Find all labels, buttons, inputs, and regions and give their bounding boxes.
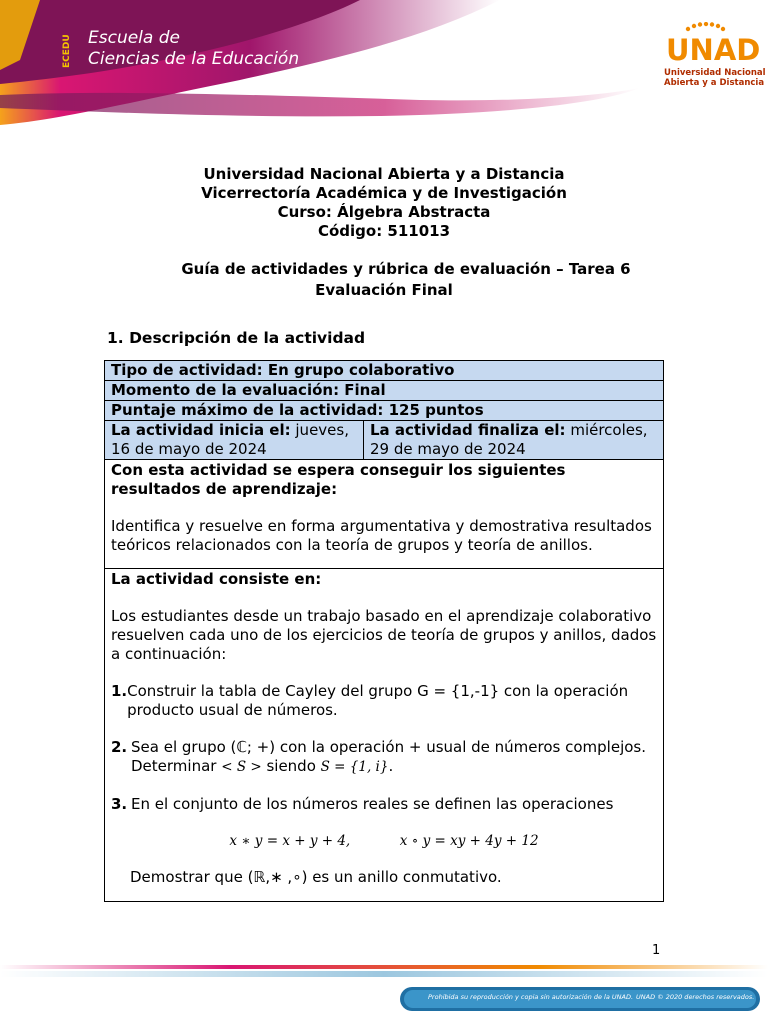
max-score: Puntaje máximo de la actividad: 125 puntos bbox=[105, 401, 664, 421]
demonstrate-statement: Demostrar que (ℝ,∗ ,∘) es un anillo conmutativo. bbox=[130, 868, 502, 886]
evaluation-moment: Momento de la evaluación: Final bbox=[105, 381, 664, 401]
school-name-line2: Ciencias de la Educación bbox=[88, 49, 300, 69]
exercise-2-text-d: . bbox=[388, 757, 394, 775]
school-name-line1: Escuela de bbox=[88, 28, 180, 48]
learning-outcomes-heading: Con esta actividad se espera conseguir los siguientes resultados de aprendizaje: bbox=[111, 461, 566, 498]
learning-outcomes-cell bbox=[105, 460, 664, 569]
activity-intro: Los estudiantes desde un trabajo basado en el aprendizaje colaborativo resuelven cada uno de los ejercicios de teoría de grupos y anillos, dados a continuación: bbox=[111, 607, 657, 663]
university-name: Universidad Nacional Abierta y a Distancia bbox=[203, 165, 565, 183]
exercise-2-math-set: S = {1, i} bbox=[320, 759, 389, 775]
exercise-3-number: 3. bbox=[111, 795, 128, 813]
activity-description-cell bbox=[105, 569, 664, 902]
course-name: Curso: Álgebra Abstracta bbox=[277, 203, 491, 221]
start-date-label: La actividad inicia el: bbox=[111, 421, 291, 439]
header-swoosh-graphic bbox=[0, 0, 768, 140]
exercise-2-math-s: < S > bbox=[221, 759, 262, 775]
footer-rights: UNAD © 2020 derechos reservados. bbox=[636, 993, 755, 1001]
learning-outcomes-text: Identifica y resuelve en forma argumentativa y demostrativa resultados teóricos relacionados con la teoría de grupos y teoría de anillos. bbox=[111, 517, 652, 554]
exercise-3-text: En el conjunto de los números reales se definen las operaciones bbox=[131, 795, 614, 813]
course-code: Código: 511013 bbox=[317, 222, 451, 240]
guide-title: Guía de actividades y rúbrica de evaluación – Tarea 6 bbox=[181, 260, 631, 278]
start-date-weekday: jueves, bbox=[290, 421, 349, 439]
school-name bbox=[88, 28, 299, 70]
page-number: 1 bbox=[652, 943, 661, 958]
section-heading: 1. Descripción de la actividad bbox=[107, 329, 366, 347]
exercise-1 bbox=[111, 682, 657, 720]
footer-notice: Prohibida su reproducción y copia sin autorización de la UNAD. bbox=[428, 993, 634, 1001]
end-date-label: La actividad finaliza el: bbox=[370, 421, 566, 439]
end-date-weekday: miércoles, bbox=[565, 421, 648, 439]
activity-table bbox=[104, 360, 664, 902]
end-date-cell bbox=[364, 421, 664, 460]
end-date-value: 29 de mayo de 2024 bbox=[370, 440, 526, 458]
exercise-2-text-c: siendo bbox=[261, 757, 321, 775]
exercise-2-text-b: Determinar bbox=[131, 757, 222, 775]
ecedu-mark: ECEDU bbox=[62, 34, 72, 68]
start-date-cell bbox=[105, 421, 364, 460]
logo-line2: Abierta y a Distancia bbox=[664, 78, 765, 88]
exercise-3 bbox=[111, 795, 657, 814]
exercise-2-number: 2. bbox=[111, 738, 128, 756]
activity-consists-heading: La actividad consiste en: bbox=[111, 570, 322, 588]
exercise-1-text: Construir la tabla de Cayley del grupo G = {1,-1} con la operación producto usual de números. bbox=[127, 682, 629, 719]
guide-subtitle: Evaluación Final bbox=[315, 281, 453, 299]
header-banner bbox=[0, 0, 768, 140]
activity-type: Tipo de actividad: En grupo colaborativo bbox=[105, 361, 664, 381]
exercise-2-text-a: Sea el grupo (ℂ; +) con la operación + usual de números complejos. bbox=[131, 738, 646, 756]
start-date-value: 16 de mayo de 2024 bbox=[111, 440, 267, 458]
logo-line1: Universidad Nacional bbox=[664, 68, 766, 78]
formula-circle: x ∘ y = xy + 4y + 12 bbox=[399, 833, 539, 849]
exercise-2 bbox=[111, 738, 657, 777]
exercise-1-number: 1. bbox=[111, 682, 128, 700]
vice-rectory: Vicerrectoría Académica y de Investigación bbox=[201, 184, 567, 202]
logo-wordmark: UNAD bbox=[666, 33, 760, 67]
operations-formula bbox=[111, 831, 657, 851]
formula-star: x ∗ y = x + y + 4, bbox=[229, 833, 351, 849]
footer-banner bbox=[0, 965, 768, 1024]
